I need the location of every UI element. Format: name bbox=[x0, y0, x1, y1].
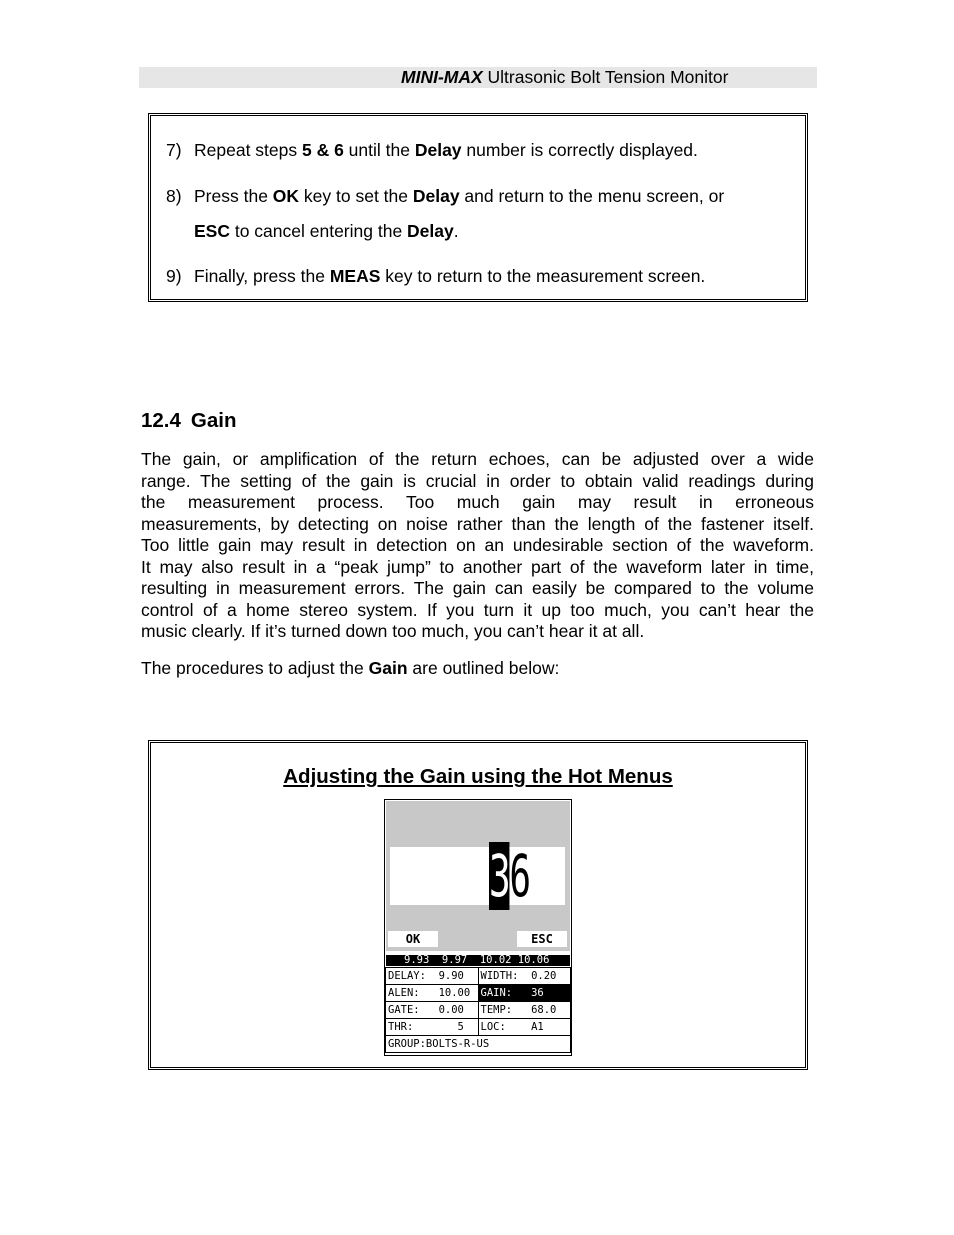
loc-cell[interactable]: LOC: A1 bbox=[478, 1019, 571, 1036]
gain-value bbox=[489, 842, 530, 910]
gate-cell[interactable]: GATE: 0.00 bbox=[386, 1002, 479, 1019]
hot-menu-box bbox=[148, 740, 808, 1070]
gain-cell-selected[interactable]: GAIN: 36 bbox=[478, 985, 571, 1002]
ok-softkey[interactable]: OK bbox=[388, 931, 438, 947]
paragraph-line: It may also result in a “peak jump” to another part of the waveform later in time, bbox=[141, 556, 814, 577]
paragraph-line: resulting in measurement errors. The gain can easily be compared to the volume bbox=[141, 578, 814, 598]
paragraph-line: control of a home stereo system. If you turn it up too much, you can’t hear the bbox=[141, 599, 814, 620]
group-cell[interactable]: GROUP:BOLTS-R-US bbox=[386, 1036, 571, 1053]
hot-menu-table bbox=[385, 967, 571, 1053]
device-screen bbox=[384, 799, 572, 1056]
paragraph-line: measurements, by detecting on noise rather than the length of the fastener itself. bbox=[141, 513, 814, 534]
temp-cell[interactable]: TEMP: 68.0 bbox=[478, 1002, 571, 1019]
product-name: MINI-MAX bbox=[401, 67, 483, 87]
esc-softkey[interactable]: ESC bbox=[517, 931, 567, 947]
gain-digit: 6 bbox=[509, 842, 530, 910]
paragraph-line: Too little gain may result in detection on an undesirable section of the waveform. bbox=[141, 535, 814, 555]
section-number: 12.4 bbox=[141, 409, 181, 432]
running-header bbox=[401, 67, 728, 88]
paragraph-line: range. The setting of the gain is crucial in order to obtain valid readings during bbox=[141, 470, 814, 491]
hot-menu-title: Adjusting the Gain using the Hot Menus bbox=[283, 765, 673, 788]
paragraph-line: the measurement process. Too much gain may result in erroneous bbox=[141, 492, 814, 512]
value-display bbox=[390, 847, 565, 905]
thr-cell[interactable]: THR: 5 bbox=[386, 1019, 479, 1036]
delay-cell[interactable]: DELAY: 9.90 bbox=[386, 968, 479, 985]
paragraph-line: The gain, or amplification of the return echoes, can be adjusted over a wide bbox=[141, 449, 814, 469]
width-cell[interactable]: WIDTH: 0.20 bbox=[478, 968, 571, 985]
section-heading bbox=[141, 409, 236, 433]
product-subtitle: Ultrasonic Bolt Tension Monitor bbox=[487, 67, 729, 87]
section-title: Gain bbox=[190, 409, 237, 432]
readings-bar: 9.93 9.97 10.02 10.06 bbox=[386, 955, 570, 966]
steps-box: 7) Repeat steps 5 & 6 until the Delay number is correctly displayed. 8) Press the OK key to set the Delay and return to the menu screen, or ESC to cancel entering the Delay. 9) Finally, press the MEAS key to return to the measurement screen. bbox=[148, 113, 808, 302]
procedure-intro: The procedures to adjust the Gain are outlined below: bbox=[141, 658, 560, 678]
paragraph-line: music clearly. If it’s turned down too much, you can’t hear it at all. bbox=[141, 621, 645, 641]
alen-cell[interactable]: ALEN: 10.00 bbox=[386, 985, 479, 1002]
gain-paragraph bbox=[141, 449, 814, 643]
gain-digit-cursor: 3 bbox=[489, 842, 510, 910]
